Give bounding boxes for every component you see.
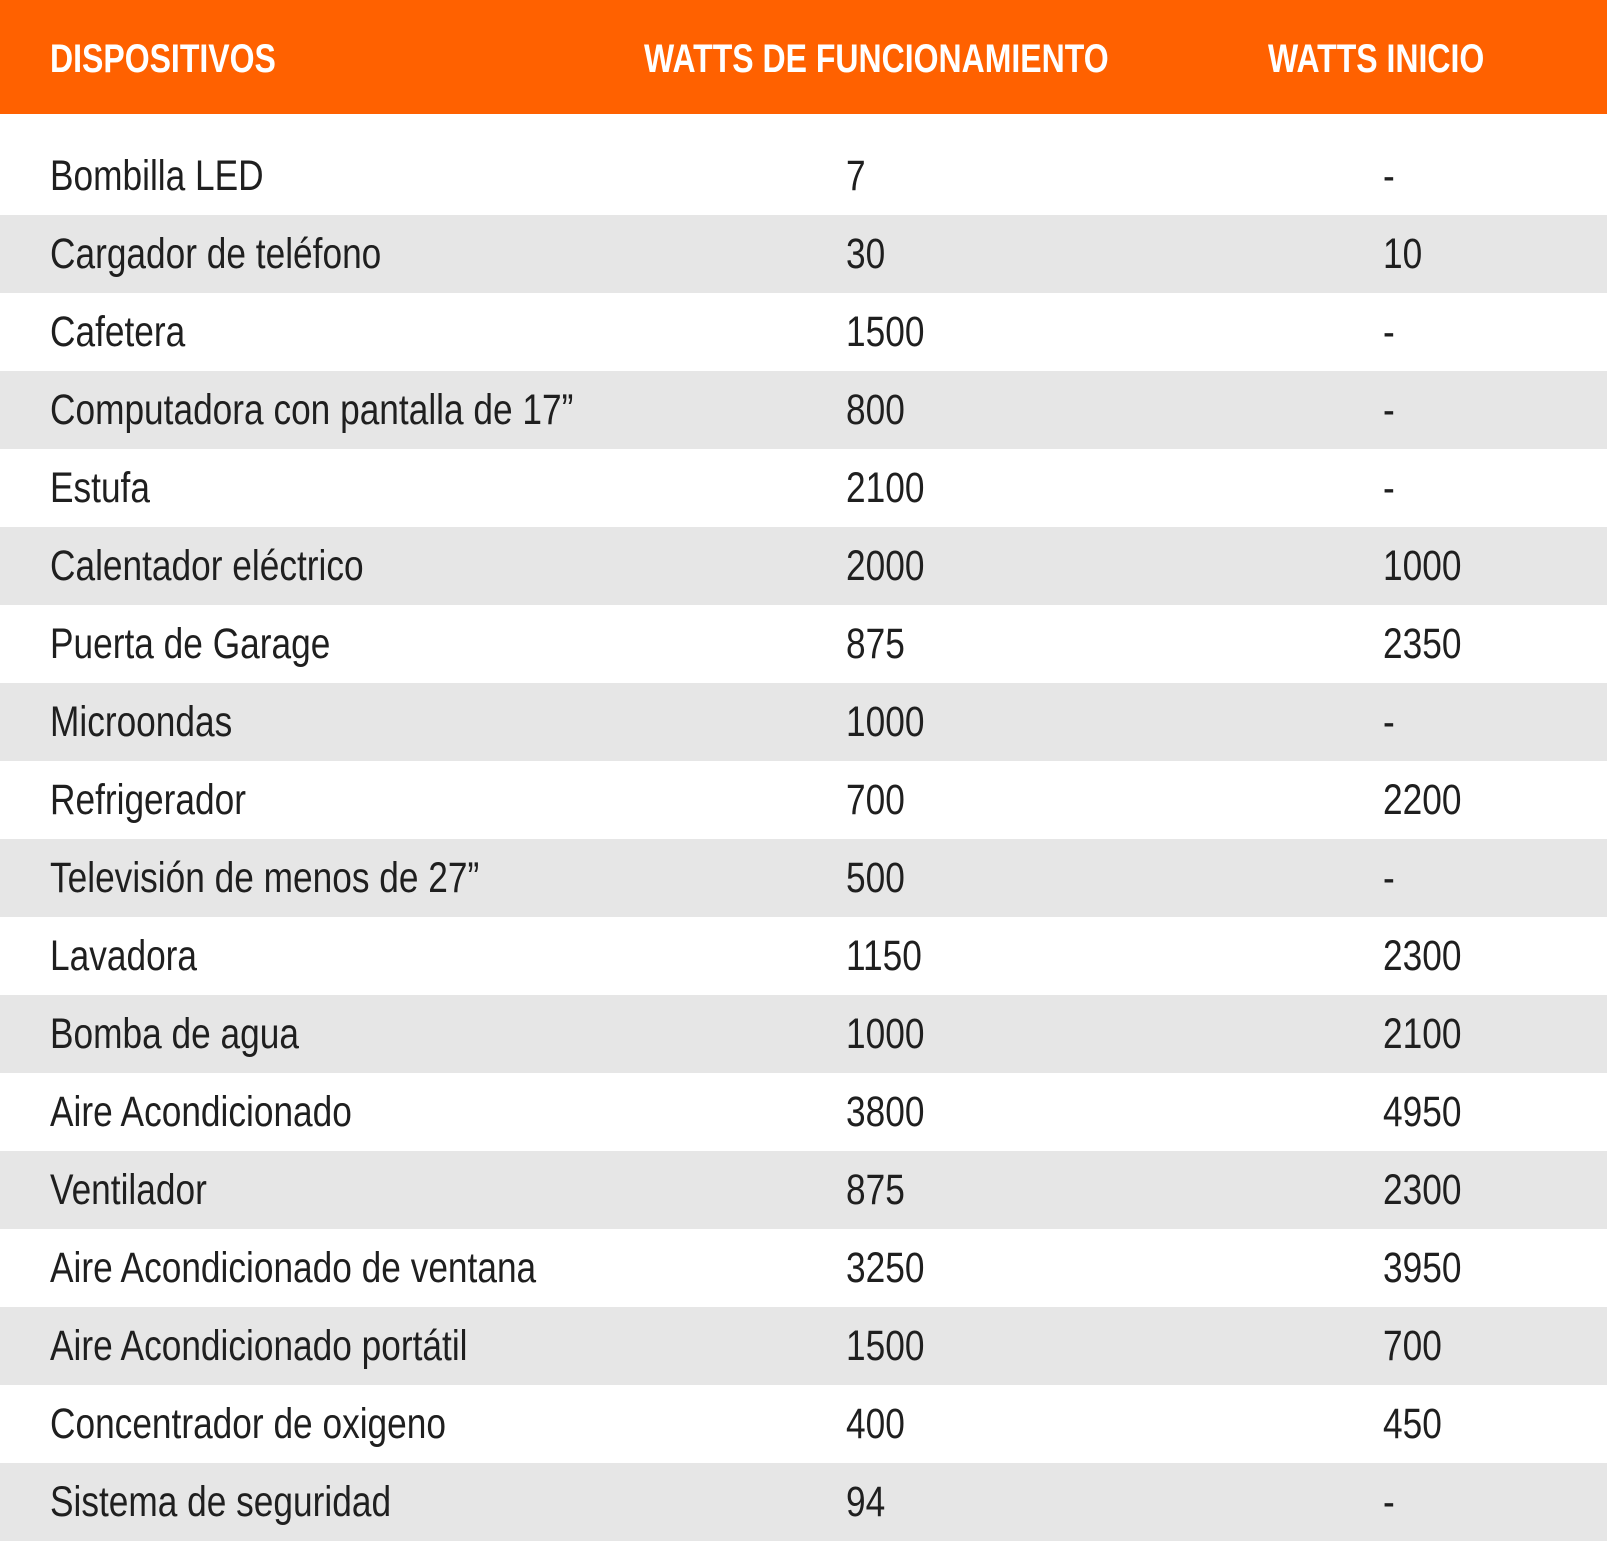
starting-watts: 3950 [1383,1244,1462,1292]
running-watts: 875 [846,620,905,668]
starting-watts: - [1383,698,1395,746]
running-watts: 500 [846,854,905,902]
device-name: Cafetera [50,308,186,356]
running-watts: 700 [846,776,905,824]
running-watts: 94 [846,1478,886,1526]
running-watts: 3250 [846,1244,925,1292]
device-name: Aire Acondicionado portátil [50,1322,468,1370]
header-running-watts: WATTS DE FUNCIONAMIENTO [644,37,1109,81]
table-header [0,0,1607,114]
device-name: Aire Acondicionado de ventana [50,1244,537,1292]
starting-watts: 2300 [1383,932,1462,980]
table-row [0,917,1607,995]
starting-watts: 2200 [1383,776,1462,824]
device-name: Microondas [50,698,233,746]
header-devices: DISPOSITIVOS [50,37,276,81]
running-watts: 1150 [846,932,922,980]
table-row [0,683,1607,761]
running-watts: 800 [846,386,905,434]
device-name: Puerta de Garage [50,620,331,668]
starting-watts: 700 [1383,1322,1442,1370]
starting-watts: 4950 [1383,1088,1462,1136]
table-row [0,1307,1607,1385]
starting-watts: - [1383,386,1395,434]
table-row [0,371,1607,449]
table-row [0,605,1607,683]
table-row [0,761,1607,839]
device-name: Aire Acondicionado [50,1088,352,1136]
table-row [0,137,1607,215]
running-watts: 1500 [846,308,925,356]
device-name: Ventilador [50,1166,207,1214]
running-watts: 30 [846,230,886,278]
starting-watts: 2350 [1383,620,1462,668]
starting-watts: 2300 [1383,1166,1462,1214]
starting-watts: 1000 [1383,542,1462,590]
device-name: Bombilla LED [50,152,264,200]
running-watts: 400 [846,1400,905,1448]
table-row [0,1229,1607,1307]
device-name: Calentador eléctrico [50,542,364,590]
table-row [0,1151,1607,1229]
table-row [0,449,1607,527]
device-name: Sistema de seguridad [50,1478,392,1526]
running-watts: 1000 [846,1010,925,1058]
running-watts: 1000 [846,698,925,746]
starting-watts: 10 [1383,230,1423,278]
running-watts: 2000 [846,542,925,590]
table-row [0,293,1607,371]
running-watts: 7 [846,152,866,200]
table-body [0,137,1607,1541]
device-name: Televisión de menos de 27” [50,854,480,902]
running-watts: 2100 [846,464,925,512]
starting-watts: - [1383,464,1395,512]
starting-watts: 450 [1383,1400,1442,1448]
table-row [0,215,1607,293]
device-name: Estufa [50,464,150,512]
device-name: Computadora con pantalla de 17” [50,386,574,434]
starting-watts: - [1383,308,1395,356]
table-row [0,1385,1607,1463]
starting-watts: 2100 [1383,1010,1462,1058]
header-starting-watts: WATTS INICIO [1268,37,1485,81]
running-watts: 875 [846,1166,905,1214]
table-row [0,1463,1607,1541]
running-watts: 1500 [846,1322,925,1370]
starting-watts: - [1383,1478,1395,1526]
device-name: Bomba de agua [50,1010,299,1058]
device-name: Cargador de teléfono [50,230,382,278]
table-row [0,839,1607,917]
running-watts: 3800 [846,1088,925,1136]
device-name: Concentrador de oxigeno [50,1400,446,1448]
table-row [0,1073,1607,1151]
device-name: Refrigerador [50,776,246,824]
table-row [0,527,1607,605]
starting-watts: - [1383,854,1395,902]
device-name: Lavadora [50,932,198,980]
table-row [0,995,1607,1073]
starting-watts: - [1383,152,1395,200]
